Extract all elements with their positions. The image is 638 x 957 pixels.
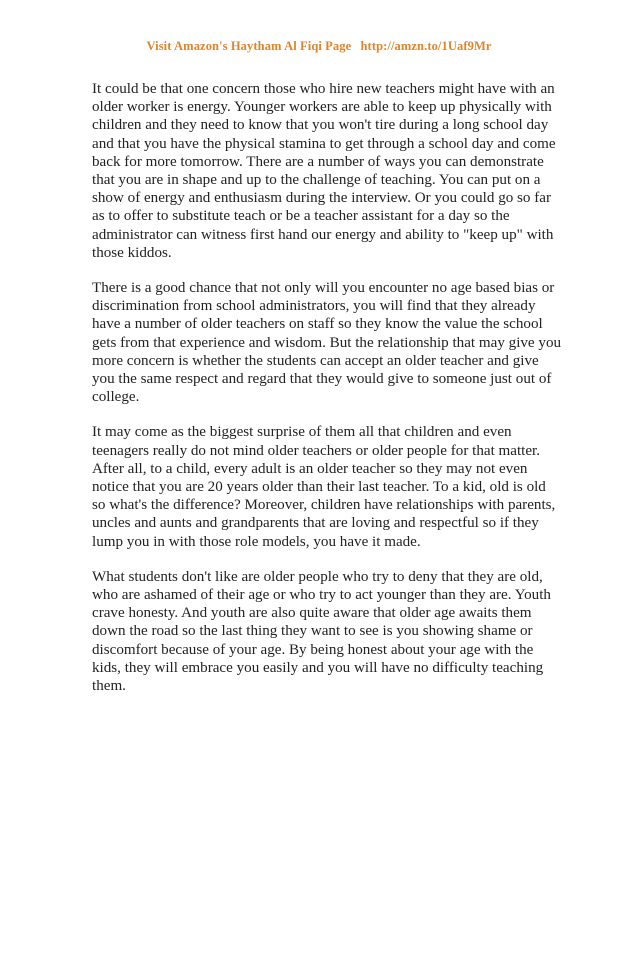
paragraph-2: There is a good chance that not only will you encounter no age based bias or discrimination from school administrators, you will find that they already have a number of older teachers on staff so they know the value the school gets from that experience and wisdom. But the relationship that may give you more concern is whether the students can accept an older teacher and give you the same respect and regard that they would give to someone just out of college. xyxy=(92,280,562,406)
paragraph-1: It could be that one concern those who hire new teachers might have with an older worker is energy. Younger workers are able to keep up physically with children and they need to know that you won't tire during a long school day and that you have the physical stamina to get through a school day and come back for more tomorrow. There are a number of ways you can demonstrate that you are in shape and up to the challenge of teaching. You can put on a show of energy and enthusiasm during the interview. Or you could go so far as to offer to substitute teach or be a teacher assistant for a day so the administrator can witness first hand our energy and ability to "keep up" with those kiddos. xyxy=(92,81,556,261)
page-header xyxy=(0,39,638,54)
document-body xyxy=(92,80,592,712)
header-link[interactable]: http://amzn.to/1Uaf9Mr xyxy=(360,39,492,53)
paragraph-4: What students don't like are older people who try to deny that they are old, who are ashamed of their age or who try to act younger than they are. Youth crave honesty. And youth are also quite aware that older age awaits them down the road so the last thing they want to see is you showing shame or discomfort because of your age. By being honest about your age with the kids, they will embrace you easily and you will have no difficulty teaching them. xyxy=(92,568,551,695)
header-promo-text: Visit Amazon's Haytham Al Fiqi Page xyxy=(146,39,352,53)
paragraph-3: It may come as the biggest surprise of them all that children and even teenagers really do not mind older teachers or older people for that matter. After all, to a child, every adult is an older teacher so they may not even notice that you are 20 years older than their last teacher. To a kid, old is old so what's the difference? Moreover, children have relationships with parents, uncles and aunts and grandparents that are loving and respectful so if they lump you in with those role models, you have it made. xyxy=(92,424,556,550)
